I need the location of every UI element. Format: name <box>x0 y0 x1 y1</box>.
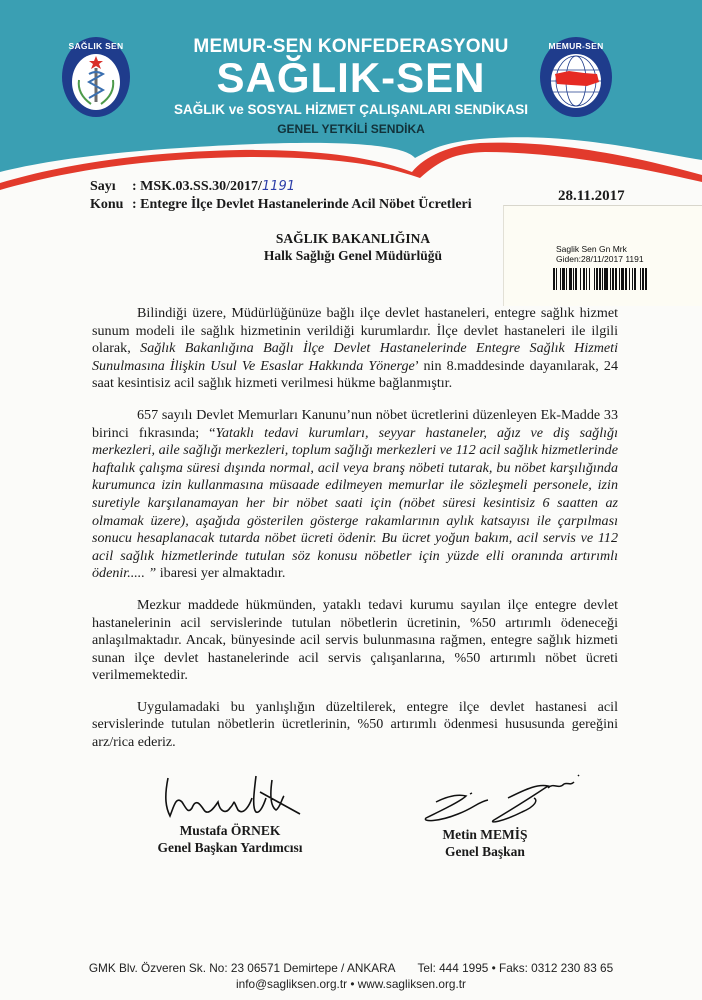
footer-separator: • <box>350 977 355 991</box>
paragraph-4: Uygulamadaki bu yanlışlığın düzeltilerek, entegre ilçe devlet hastanesi acil servislerinde tutulan nöbetlerin ücretlerinin, %50 artırımlı ödenmesi hususunda gereğini arz/rica ederiz. <box>92 698 618 751</box>
confederation-name: MEMUR-SEN KONFEDERASYONU <box>193 36 509 57</box>
subject-value: : Entegre İlçe Devlet Hastanelerinde Acil Nöbet Ücretleri <box>132 197 472 212</box>
signatory-1 <box>140 822 320 856</box>
paragraph-1 <box>92 305 618 393</box>
footer-website[interactable]: www.sagliksen.org.tr <box>357 977 466 991</box>
signatory-1-name: Mustafa ÖRNEK <box>179 823 281 838</box>
letter-body <box>92 305 618 766</box>
letterhead <box>0 0 702 190</box>
footer-address: GMK Blv. Özveren Sk. No: 23 06571 Demirtepe / ANKARA <box>88 961 396 975</box>
footer-line1 <box>0 960 702 976</box>
addressee-line1: SAĞLIK BAKANLIĞINA <box>275 231 431 246</box>
footer-line2 <box>0 976 702 992</box>
number-value: : MSK.03.SS.30/2017/ <box>132 179 262 194</box>
subject-label: Konu <box>90 197 124 212</box>
p1-text-b: ’ nin 8.maddesinde dayanılarak, 24 saat kesintisiz acil sağlık hizmeti verilmesi hükme bağlanmıştır. <box>92 357 618 392</box>
paragraph-2 <box>92 407 618 583</box>
subject-row <box>90 196 472 214</box>
footer-phone: Tel: 444 1995 <box>417 961 489 975</box>
signature-ornek <box>160 768 310 824</box>
union-status: GENEL YETKİLİ SENDİKA <box>277 122 425 136</box>
stamp-line2: Giden:28/11/2017 1191 <box>556 254 644 264</box>
sagliksen-logo-text: SAĞLIK SEN <box>68 41 124 51</box>
registry-stamp <box>503 205 702 306</box>
barcode <box>553 268 684 290</box>
document-date: 28.11.2017 <box>558 188 625 204</box>
p2-text-b: ibaresi yer almaktadır. <box>156 565 286 582</box>
p2-text-a: 657 sayılı Devlet Memurları Kanunu’nun nöbet ücretlerini düzenleyen Ek-Madde 33 birinci fıkrasında; “ <box>92 406 618 441</box>
number-handwritten: 1191 <box>261 179 295 194</box>
union-name: SAĞLIK-SEN <box>216 54 486 101</box>
union-full-name: SAĞLIK ve SOSYAL HİZMET ÇALIŞANLARI SENDİKASI <box>173 102 529 117</box>
addressee-line2: Halk Sağlığı Genel Müdürlüğü <box>263 248 443 263</box>
stamp-text <box>556 244 644 264</box>
footer-email[interactable]: info@sagliksen.org.tr <box>236 977 348 991</box>
signatory-2-title: Genel Başkan <box>445 844 525 859</box>
p2-law-quote: Yataklı tedavi kurumları, seyyar hastaneler, ağız ve diş sağlığı merkezleri, aile sağlığı merkezleri, toplum sağlığı merkezleri ve 112 acil sağlık hizmetlerinde haftalık çalışma süresi dışında normal, acil veya branş nöbeti tutarak, bu nöbet karşılığında kurumunca izin kullanmasına müsaade edilmeyen memurlar ile sözleşmeli personele, izin suretiyle karşılanamayan her bir nöbet saati için (nöbet süresi kesintisiz 6 saatten az olmamak üzere), aşağıda gösterilen gösterge rakamlarının aylık katsayısı ile çarpılması sonucu hesaplanacak tutarda nöbet ücreti ödenir. Bu ücret yoğun bakım, acil servis ve 112 acil sağlık hizmetlerinde tutulan söz konusu nöbetler için yüzde elli oranında artırımlı ödenir..... ” <box>92 424 618 582</box>
p1-text-a: Bilindiği üzere, Müdürlüğünüze bağlı ilçe devlet hastaneleri, entegre sağlık hizmet sunum modeli ile sağlık hizmetinin verildiği kurumlardır. İlçe devlet hastaneleri ile ilgili olarak, <box>92 305 618 357</box>
number-label: Sayı <box>90 179 116 194</box>
barcode-bar <box>647 268 648 290</box>
memursen-logo-text: MEMUR-SEN <box>548 41 604 51</box>
footer <box>0 960 702 992</box>
number-row <box>90 178 472 196</box>
footer-fax: Faks: 0312 230 83 65 <box>499 961 614 975</box>
signatory-1-title: Genel Başkan Yardımcısı <box>157 840 303 855</box>
signatory-2-name: Metin MEMİŞ <box>442 827 528 842</box>
signature-memis <box>418 772 588 826</box>
footer-separator: • <box>491 961 496 975</box>
signatory-2 <box>430 826 540 860</box>
paragraph-3: Mezkur maddede hükmünden, yataklı tedavi kurumu sayılan ilçe entegre devlet hastanelerinin acil servislerinde tutulan nöbetlerin ücretinin, %50 artırımlı ödeneceği anlaşılmaktadır. Ancak, bünyesinde acil servis bulunmasına rağmen, entegre sağlık hizmeti sunan ilçe devlet hastanelerinde acil servis çalışanlarına, %50 artırımlı nöbet ücreti verilmemektedir. <box>92 596 618 684</box>
stamp-line1: Saglik Sen Gn Mrk <box>556 244 627 254</box>
document-meta <box>90 178 472 214</box>
addressee <box>243 230 463 264</box>
p1-directive-title: Sağlık Bakanlığına Bağlı İlçe Devlet Hastanelerinde Entegre Sağlık Hizmeti Sunulmasına İlişkin Usul Ve Esaslar Hakkında Yönerge <box>92 340 619 374</box>
